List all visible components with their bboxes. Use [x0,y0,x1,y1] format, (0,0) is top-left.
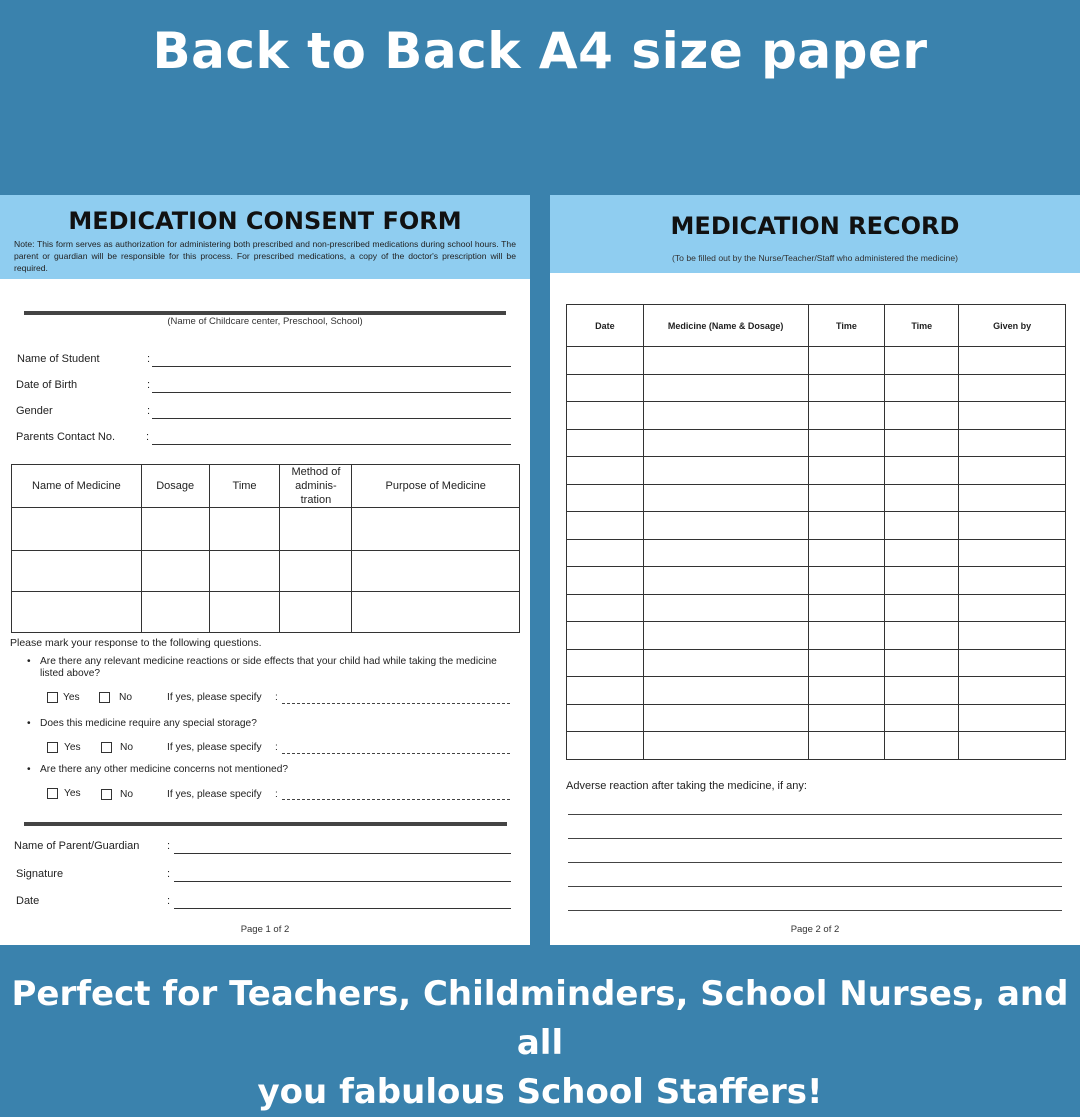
gender-input-line[interactable] [152,418,511,419]
table-cell[interactable] [643,402,808,430]
specify-colon: : [275,692,278,703]
table-cell[interactable] [280,592,352,633]
table-cell[interactable] [885,594,959,622]
record-form-page [550,195,1080,945]
header-medicine-name-dosage: Medicine (Name & Dosage) [643,305,808,347]
table-cell[interactable] [643,374,808,402]
table-row [567,402,1066,430]
table-row [567,457,1066,485]
table-cell[interactable] [643,649,808,677]
table-cell[interactable] [885,649,959,677]
guardian-divider [24,822,507,826]
table-cell[interactable] [959,429,1066,457]
table-cell[interactable] [959,457,1066,485]
table-cell[interactable] [567,402,644,430]
parents-contact-input-line[interactable] [152,444,511,445]
table-cell[interactable] [885,567,959,595]
field-label-date-of-birth: Date of Birth [16,379,78,391]
page-number: Page 2 of 2 [790,924,840,935]
header-name-of-medicine: Name of Medicine [12,465,142,508]
header-time: Time [885,305,959,347]
table-cell[interactable] [567,484,644,512]
medicine-table [11,464,520,633]
table-cell[interactable] [959,622,1066,650]
table-cell[interactable] [885,429,959,457]
table-cell[interactable] [643,457,808,485]
table-cell[interactable] [808,347,885,375]
footline-line-2: you fabulous School Staffers! [257,1072,823,1112]
question-3-specify-input[interactable] [282,799,510,800]
table-cell[interactable] [885,732,959,760]
table-cell[interactable] [808,402,885,430]
table-row [12,551,520,592]
table-cell[interactable] [141,508,209,551]
question-1-no-checkbox[interactable] [99,692,110,703]
no-label: No [120,742,134,753]
field-label-date: Date [16,895,40,907]
specify-label: If yes, please specify [167,789,262,800]
parent-guardian-input-line[interactable] [174,853,511,854]
medicine-table-header-row [12,465,520,508]
signature-input-line[interactable] [174,881,511,882]
table-cell[interactable] [567,732,644,760]
table-cell[interactable] [352,508,520,551]
question-1-specify-input[interactable] [282,703,510,704]
table-cell[interactable] [959,539,1066,567]
table-cell[interactable] [808,677,885,705]
table-cell[interactable] [959,484,1066,512]
table-cell[interactable] [885,677,959,705]
student-name-input-line[interactable] [152,366,511,367]
table-row [567,429,1066,457]
table-cell[interactable] [959,594,1066,622]
table-cell[interactable] [808,429,885,457]
question-2-specify-input[interactable] [282,753,510,754]
question-3: • Are there any other medicine concerns not mentioned? [40,764,510,776]
table-cell[interactable] [567,374,644,402]
header-method-line: Method of [291,466,341,478]
table-row [12,508,520,551]
table-cell[interactable] [959,732,1066,760]
table-cell[interactable] [12,508,142,551]
table-row [567,622,1066,650]
table-cell[interactable] [808,622,885,650]
header-time: Time [209,465,280,508]
table-cell[interactable] [643,704,808,732]
table-cell[interactable] [643,429,808,457]
table-cell[interactable] [567,649,644,677]
question-1-yes-checkbox[interactable] [47,692,58,703]
header-method-line: adminis- [295,480,337,492]
field-colon: : [147,405,151,417]
table-cell[interactable] [280,508,352,551]
table-row [567,567,1066,595]
table-cell[interactable] [959,402,1066,430]
table-cell[interactable] [643,567,808,595]
table-cell[interactable] [808,732,885,760]
field-colon: : [147,353,151,365]
table-row [567,512,1066,540]
table-cell[interactable] [959,347,1066,375]
header-given-by: Given by [959,305,1066,347]
table-cell[interactable] [959,704,1066,732]
field-label-gender: Gender [16,405,53,417]
specify-label: If yes, please specify [167,692,262,703]
consent-form-note: Note: This form serves as authorization for administering both prescribed and non-prescribed medications during school hours. The parent or guardian will be responsible for this process. For prescribed medications, a copy of the doctor's prescription will be required. [14,239,516,273]
table-cell[interactable] [567,594,644,622]
footline-line-1: Perfect for Teachers, Childminders, School Nurses, and all [11,974,1069,1063]
field-colon: : [167,868,171,880]
table-cell[interactable] [141,551,209,592]
table-cell[interactable] [567,567,644,595]
no-label: No [119,692,133,703]
no-label: No [120,789,134,800]
table-cell[interactable] [352,592,520,633]
table-cell[interactable] [12,551,142,592]
table-cell[interactable] [209,592,280,633]
table-cell[interactable] [567,622,644,650]
table-row [567,732,1066,760]
table-cell[interactable] [352,551,520,592]
field-colon: : [147,379,151,391]
table-cell[interactable] [808,704,885,732]
table-cell[interactable] [959,374,1066,402]
table-cell[interactable] [643,677,808,705]
page-number: Page 1 of 2 [240,924,290,935]
table-cell[interactable] [808,539,885,567]
header-method-of-administration [280,465,352,508]
table-cell[interactable] [280,551,352,592]
adverse-reaction-line[interactable] [568,886,1062,887]
institution-caption: (Name of Childcare center, Preschool, School) [167,316,363,327]
table-cell[interactable] [567,539,644,567]
table-cell[interactable] [567,457,644,485]
table-cell[interactable] [885,347,959,375]
question-3-no-checkbox[interactable] [101,789,112,800]
field-label-student-name: Name of Student [17,353,100,365]
table-cell[interactable] [643,594,808,622]
table-row [12,592,520,633]
table-cell[interactable] [643,347,808,375]
table-cell[interactable] [885,512,959,540]
table-cell[interactable] [885,457,959,485]
question-1: • Are there any relevant medicine reactions or side effects that your child had while taking the medicine listed above? [40,656,510,680]
table-cell[interactable] [959,567,1066,595]
table-row [567,677,1066,705]
yes-label: Yes [63,692,80,703]
yes-label: Yes [64,742,81,753]
table-cell[interactable] [567,704,644,732]
table-cell[interactable] [567,512,644,540]
specify-colon: : [275,742,278,753]
table-row [567,347,1066,375]
adverse-reaction-label: Adverse reaction after taking the medicine, if any: [566,780,807,792]
table-cell[interactable] [141,592,209,633]
table-cell[interactable] [643,622,808,650]
record-form-title: MEDICATION RECORD [670,212,960,240]
record-form-subtitle: (To be filled out by the Nurse/Teacher/Staff who administered the medicine) [672,253,958,263]
consent-form-title: MEDICATION CONSENT FORM [68,207,462,235]
table-cell[interactable] [643,484,808,512]
table-cell[interactable] [808,457,885,485]
table-cell[interactable] [885,622,959,650]
table-cell[interactable] [885,374,959,402]
table-cell[interactable] [885,704,959,732]
table-cell[interactable] [959,649,1066,677]
header-time: Time [808,305,885,347]
field-colon: : [167,895,171,907]
specify-label: If yes, please specify [167,742,262,753]
field-label-parents-contact: Parents Contact No. [16,431,116,443]
table-cell[interactable] [885,539,959,567]
table-row [567,704,1066,732]
table-cell[interactable] [209,551,280,592]
table-row [567,539,1066,567]
table-cell[interactable] [959,512,1066,540]
table-cell[interactable] [209,508,280,551]
table-cell[interactable] [808,484,885,512]
headline: Back to Back A4 size paper [152,22,928,80]
question-3-yes-checkbox[interactable] [47,788,58,799]
date-input-line[interactable] [174,908,511,909]
question-2-yes-checkbox[interactable] [47,742,58,753]
header-date: Date [567,305,644,347]
consent-form-page [0,195,530,945]
table-cell[interactable] [885,484,959,512]
table-row [567,484,1066,512]
table-row [567,649,1066,677]
date-of-birth-input-line[interactable] [152,392,511,393]
table-cell[interactable] [643,732,808,760]
footline [0,970,1080,1117]
field-colon: : [167,840,171,852]
specify-colon: : [275,789,278,800]
header-purpose-of-medicine: Purpose of Medicine [352,465,520,508]
table-cell[interactable] [808,649,885,677]
institution-rule [24,311,506,315]
table-cell[interactable] [808,512,885,540]
table-cell[interactable] [567,347,644,375]
table-cell[interactable] [808,374,885,402]
table-row [567,374,1066,402]
table-cell[interactable] [959,677,1066,705]
record-table-header-row [567,305,1066,347]
question-2: • Does this medicine require any special storage? [40,718,510,730]
table-cell[interactable] [808,567,885,595]
table-cell[interactable] [12,592,142,633]
header-method-line: tration [300,494,332,506]
adverse-reaction-line[interactable] [568,910,1062,911]
table-cell[interactable] [643,539,808,567]
header-dosage: Dosage [141,465,209,508]
table-cell[interactable] [567,677,644,705]
question-2-no-checkbox[interactable] [101,742,112,753]
field-colon: : [146,431,150,443]
adverse-reaction-line[interactable] [568,838,1062,839]
table-cell[interactable] [808,594,885,622]
questions-intro: Please mark your response to the following questions. [10,637,262,649]
table-cell[interactable] [567,429,644,457]
field-label-parent-guardian: Name of Parent/Guardian [14,840,140,852]
table-cell[interactable] [885,402,959,430]
yes-label: Yes [64,788,81,799]
field-label-signature: Signature [16,868,64,880]
table-row [567,594,1066,622]
adverse-reaction-line[interactable] [568,862,1062,863]
table-cell[interactable] [643,512,808,540]
adverse-reaction-line[interactable] [568,814,1062,815]
medication-record-table [566,304,1066,760]
